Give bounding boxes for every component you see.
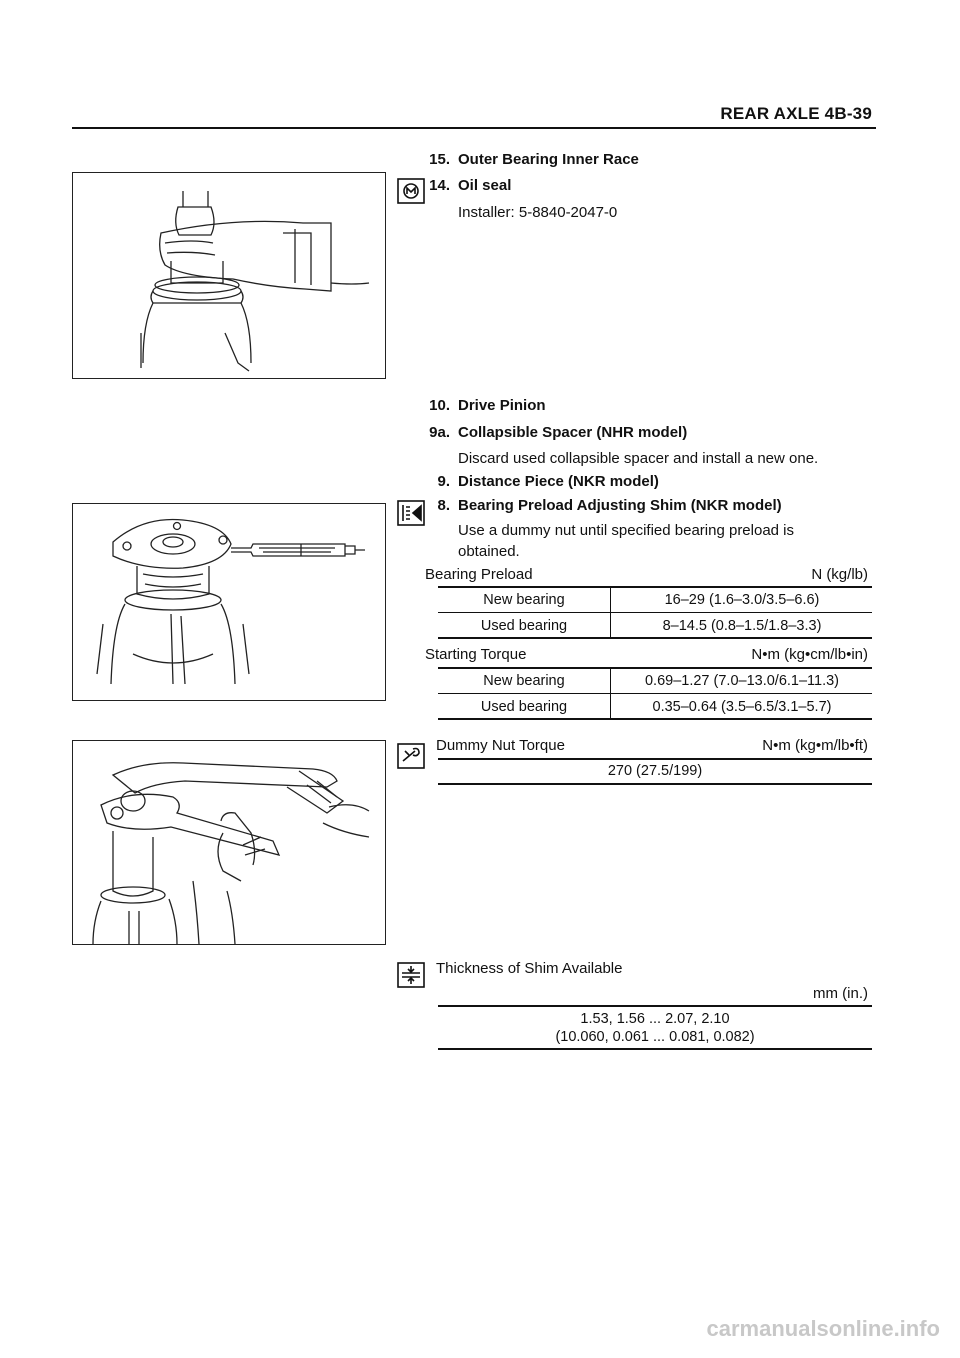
preload-row1-value: 16–29 (1.6–3.0/3.5–6.6) (664, 592, 820, 608)
note-9a: Discard used collapsible spacer and install a new one. (458, 450, 819, 467)
figure-bearing-preload (72, 503, 386, 701)
note-8-line2: obtained. (458, 543, 520, 560)
item-9a: 9a. Collapsible Spacer (NHR model) (429, 424, 688, 441)
torque-row1-label: New bearing (483, 673, 565, 689)
torque-row2-value: 0.35–0.64 (3.5–6.5/3.1–5.7) (652, 699, 832, 715)
torque-wrench-symbol-icon (397, 743, 425, 769)
item-8: 8. Bearing Preload Adjusting Shim (NKR model) (437, 497, 782, 514)
shim-value-line2: (10.060, 0.061 ... 0.081, 0.082) (555, 1029, 755, 1045)
torque-rule-top (438, 667, 872, 669)
shim-title: Thickness of Shim Available (436, 960, 623, 977)
torque-title: Starting Torque (425, 646, 527, 663)
dummy-nut-rule-bottom (438, 783, 872, 785)
item-15: 15. Outer Bearing Inner Race (429, 151, 639, 168)
preload-rule-mid (438, 612, 872, 613)
item-10: 10. Drive Pinion (429, 397, 546, 414)
preload-title: Bearing Preload (425, 566, 533, 583)
preload-divider (610, 587, 611, 638)
shim-unit: mm (in.) (813, 985, 868, 1002)
dummy-nut-title: Dummy Nut Torque (436, 737, 565, 754)
figure-oil-seal-install (72, 172, 386, 379)
figure-dummy-nut-torque (72, 740, 386, 945)
shim-rule-top (438, 1005, 872, 1007)
torque-rule-mid (438, 693, 872, 694)
torque-divider (610, 668, 611, 719)
torque-row2-label: Used bearing (480, 699, 568, 715)
item-9: 9. Distance Piece (NKR model) (437, 473, 659, 490)
page-title: REAR AXLE 4B-39 (720, 104, 872, 123)
preload-rule-top (438, 586, 872, 588)
shim-rule-bottom (438, 1048, 872, 1050)
header-rule (72, 127, 876, 129)
installer-text: Installer: 5-8840-2047-0 (458, 204, 618, 221)
preload-row2-label: Used bearing (480, 618, 568, 634)
torque-unit: N•m (kg•cm/lb•in) (751, 646, 868, 663)
preload-unit: N (kg/lb) (811, 566, 868, 583)
dummy-nut-unit: N•m (kg•m/lb•ft) (762, 737, 868, 754)
shim-value-line1: 1.53, 1.56 ... 2.07, 2.10 (580, 1011, 730, 1027)
dummy-nut-rule-top (438, 758, 872, 760)
item-14: 14. Oil seal (429, 177, 512, 194)
torque-row1-value: 0.69–1.27 (7.0–13.0/6.1–11.3) (644, 673, 840, 689)
preload-row1-label: New bearing (483, 592, 565, 608)
shim-thickness-symbol-icon (397, 962, 425, 988)
note-8-line1: Use a dummy nut until specified bearing preload is (458, 522, 795, 539)
dummy-nut-value: 270 (27.5/199) (607, 763, 703, 779)
preload-rule-bottom (438, 637, 872, 639)
torque-rule-bottom (438, 718, 872, 720)
preload-row2-value: 8–14.5 (0.8–1.5/1.8–3.3) (662, 618, 822, 634)
watermark: carmanualsonline.info (706, 1316, 940, 1341)
